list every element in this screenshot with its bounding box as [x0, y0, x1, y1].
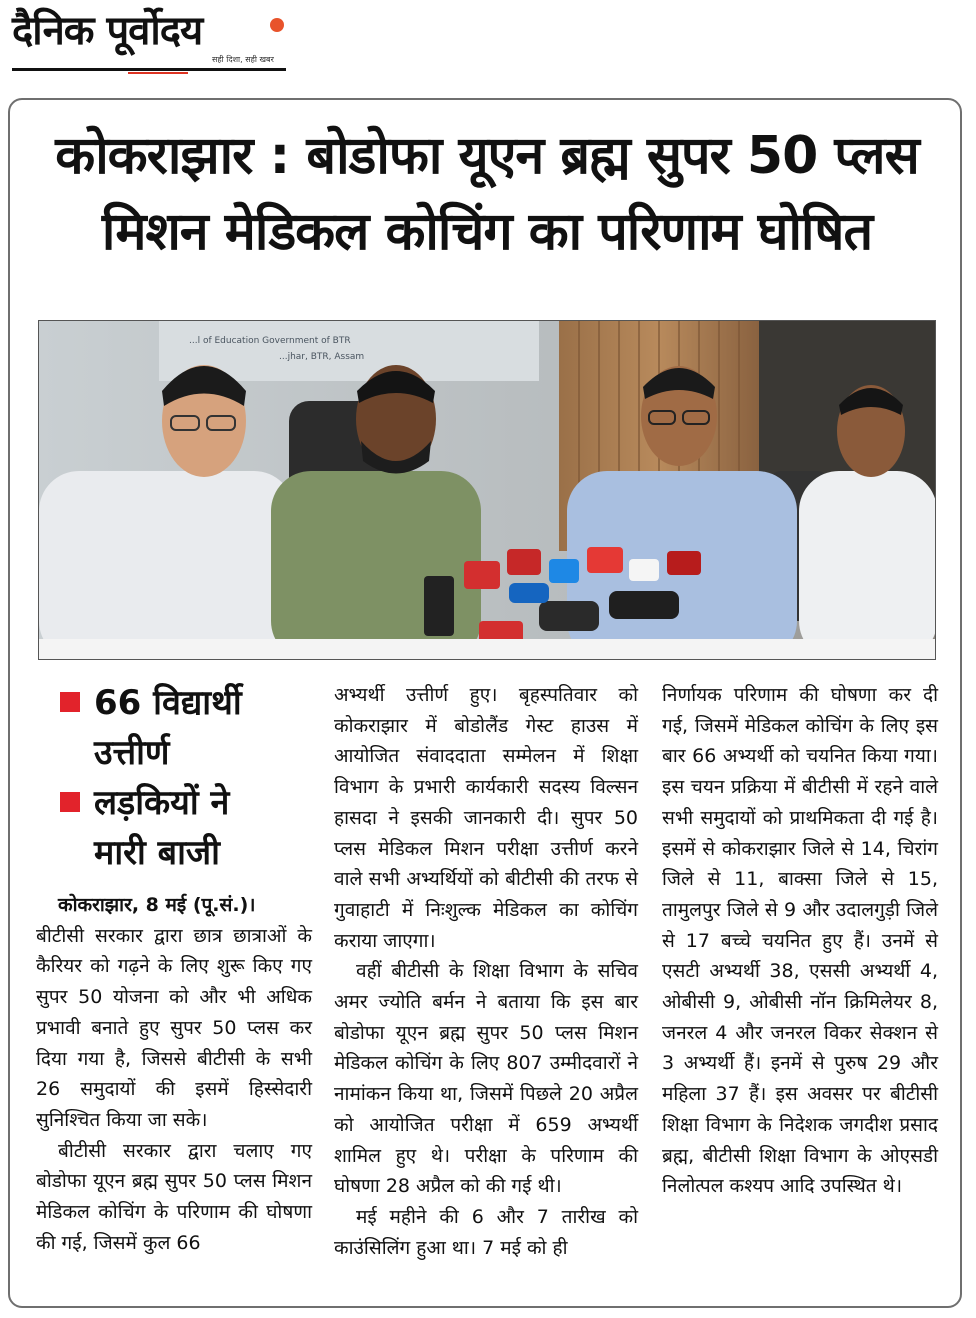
- subhead-line-4: मारी बाजी: [94, 833, 220, 873]
- masthead-logo: [12, 6, 286, 72]
- bullet-square-icon: [60, 692, 80, 712]
- article-column-2: [334, 680, 638, 1263]
- paragraph: बीटीसी सरकार द्वारा चलाए गए बोडोफा यूएन ब्रह्म सुपर 50 प्लस मिशन मेडिकल कोचिंग के परिणाम की घोषणा की गई, जिसमें कुल 66: [36, 1139, 312, 1254]
- paragraph: अभ्यर्थी उत्तीर्ण हुए। बृहस्पतिवार को कोकराझार में बोडोलैंड गेस्ट हाउस में आयोजित संवाददाता सम्मेलन में शिक्षा विभाग के प्रभारी कार्यकारी सदस्य विल्सन हासदा ने इसकी जानकारी दी। सुपर 50 प्लस मेडिकल मिशन परीक्षा उत्तीर्ण करने वाले सभी अभ्यर्थियों को बीटीसी की तरफ से गुवाहाटी में निःशुल्क मेडिकल का कोचिंग कराया जाएगा।: [334, 684, 638, 952]
- bullet-square-icon: [60, 792, 80, 812]
- banner-text-2: ...jhar, BTR, Assam: [279, 352, 365, 362]
- article-column-1: [36, 890, 312, 1258]
- headline: [34, 118, 940, 270]
- dateline: कोकराझार, 8 मई (पू.सं.)।: [58, 894, 256, 916]
- paragraph: बीटीसी सरकार द्वारा छात्र छात्राओं के कैरियर को गढ़ने के लिए शुरू किए गए सुपर 50 योजना को और भी अधिक प्रभावी बनाते हुए सुपर 50 प्लस कर दिया गया है, जिससे बीटीसी के सभी 26 समुदायों की इसमें हिस्सेदारी सुनिश्चित किया जा सके।: [36, 924, 312, 1131]
- masthead-red-rule: [128, 72, 188, 74]
- masthead-title: दैनिक पूर्वोदय: [12, 8, 203, 54]
- logo-dot-icon: [270, 18, 284, 32]
- masthead-tagline: सही दिशा, सही खबर: [212, 55, 274, 64]
- subhead-line-2: उत्तीर्ण: [94, 733, 170, 773]
- paragraph: निर्णायक परिणाम की घोषणा कर दी गई, जिसमें मेडिकल कोचिंग के लिए इस बार 66 अभ्यर्थी को चयनित किया गया। इस चयन प्रक्रिया में बीटीसी में रहने वाले सभी समुदायों को प्राथमिकता दी गई है। इसमें से कोकराझार जिले से 14, चिरांग जिले से 11, बाक्सा जिले से 15, तामुलपुर जिले से 9 और उदालगुड़ी जिले से 17 बच्चे चयनित हुए हैं। उनमें से एसटी अभ्यर्थी 38, एससी अभ्यर्थी 4, ओबीसी 9, ओबीसी नॉन क्रिमिलेयर 8, जनरल 4 और जनरल विकर सेक्शन से 3 अभ्यर्थी हैं। इनमें से पुरुष 29 और महिला 37 हैं। इस अवसर पर बीटीसी शिक्षा विभाग के निदेशक जगदीश प्रसाद ब्रह्म, बीटीसी शिक्षा विभाग के ओएसडी निलोत्पल कश्यप आदि उपस्थित थे।: [662, 684, 938, 1198]
- subhead-line-1: 66 विद्यार्थी: [60, 678, 330, 728]
- masthead-rule: [12, 68, 286, 71]
- press-conference-photo: [38, 320, 936, 660]
- subhead-line-3: लड़कियों ने: [60, 778, 330, 828]
- subheads: [60, 678, 330, 878]
- banner-text-1: ...l of Education Government of BTR: [189, 336, 351, 346]
- headline-line-1: कोकराझार : बोडोफा यूएन ब्रह्म सुपर 50 प्लस: [55, 126, 919, 186]
- paragraph: वहीं बीटीसी के शिक्षा विभाग के सचिव अमर ज्योति बर्मन ने बताया कि इस बार बोडोफा यूएन ब्रह्म सुपर 50 प्लस मिशन मेडिकल कोचिंग के लिए 807 उम्मीदवारों ने नामांकन किया था, जिसमें पिछले 20 अप्रैल को आयोजित परीक्षा में 659 अभ्यर्थी शामिल हुए थे। परीक्षा के परिणाम की घोषणा 28 अप्रैल को की गई थी।: [334, 960, 638, 1198]
- paragraph: मई महीने की 6 और 7 तारीख को काउंसिलिंग हुआ था। 7 मई को ही: [334, 1205, 638, 1259]
- headline-line-2: मिशन मेडिकल कोचिंग का परिणाम घोषित: [101, 202, 873, 262]
- article-column-3: [662, 680, 938, 1202]
